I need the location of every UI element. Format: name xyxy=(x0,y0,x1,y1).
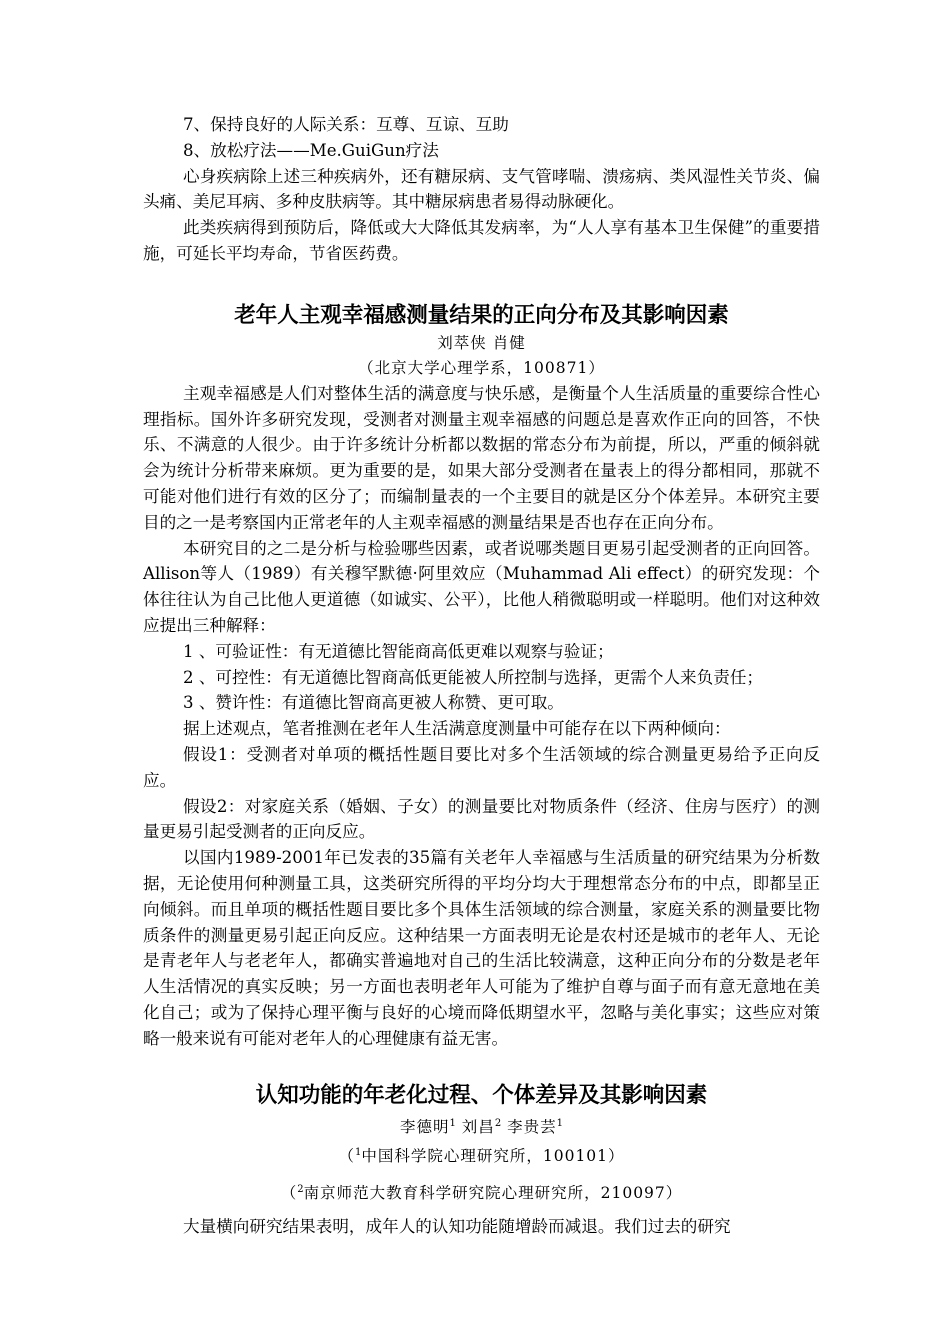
page xyxy=(143,112,820,1239)
affiliation-open: （ xyxy=(338,1146,355,1165)
author-name: 李德明 xyxy=(399,1117,450,1136)
paragraph: 主观幸福感是人们对整体生活的满意度与快乐感，是衡量个人生活质量的重要综合性心理指标。国外许多研究发现，受测者对测量主观幸福感的问题总是喜欢作正向的回答，不快乐、不满意的人很少。由于许多统计分析都以数据的常态分布为前提，所以，严重的倾斜就会为统计分析带来麻烦。更为重要的是，如果大部分受测者在量表上的得分都相同，那就不可能对他们进行有效的区分了；而编制量表的一个主要目的就是区分个体差异。本研究主要目的之一是考察国内正常老年的人主观幸福感的测量结果是否也存在正向分布。 xyxy=(143,383,820,532)
affiliation-open: （ xyxy=(280,1183,298,1202)
paragraph: 心身疾病除上述三种疾病外，还有糖尿病、支气管哮喘、溃疡病、类风湿性关节炎、偏头痛、美尼耳病、多种皮肤病等。其中糖尿病患者易得动脉硬化。 xyxy=(143,166,820,212)
hypothesis: 假设1：受测者对单项的概括性题目要比对多个生活领域的综合测量更易给予正向反应。 xyxy=(143,744,820,790)
affiliation-text: 南京师范大教育科学研究院心理研究所，210097） xyxy=(303,1183,683,1202)
list-item: 1 、可验证性：有无道德比智能商高低更难以观察与验证； xyxy=(183,641,614,661)
article-affiliation xyxy=(143,1177,820,1206)
affiliation-spacer xyxy=(143,1169,820,1177)
paragraph: 以国内1989-2001年已发表的35篇有关老年人幸福感与生活质量的研究结果为分析数据，无论使用何种测量工具，这类研究所得的平均分均大于理想常态分布的中点，即都呈正向倾斜。而且单项的概括性题目要比多个具体生活领域的综合测量，家庭关系的测量要比物质条件的测量更易引起正向反应。这种结果一方面表明无论是农村还是城市的老年人、无论是青老年人与老老年人，都确实普遍地对自己的生活比较满意，这种正向分布的分数是老年人生活情况的真实反映；另一方面也表明老年人可能为了维护自尊与面子而有意无意地在美化自己；或为了保持心理平衡与良好的心境而降低期望水平，忽略与美化事实；这些应对策略一般来说有可能对老年人的心理健康有益无害。 xyxy=(143,848,820,1048)
list-item: 2 、可控性：有无道德比智商高低更能被人所控制与选择，更需个人来负责任； xyxy=(183,667,764,687)
list-item: 3 、赞许性：有道德比智商高更被人称赞、更可取。 xyxy=(183,693,564,713)
article-title: 老年人主观幸福感测量结果的正向分布及其影响因素 xyxy=(234,302,729,328)
article-affiliation: （北京大学心理学系，100871） xyxy=(358,358,605,377)
article-authors xyxy=(143,1111,820,1140)
article-authors: 刘萃侠 肖健 xyxy=(437,333,526,352)
article-affiliation xyxy=(143,1140,820,1169)
paragraph: 此类疾病得到预防后，降低或大大降低其发病率，为“人人享有基本卫生保健”的重要措施，可延长平均寿命，节省医药费。 xyxy=(143,218,820,263)
affiliation-superscript: 1 xyxy=(354,1146,362,1158)
paragraph: 本研究目的之二是分析与检验哪些因素，或者说哪类题目更易引起受测者的正向回答。Allison等人（1989）有关穆罕默德·阿里效应（Muhammad Ali effect）的研究发现：个体往往认为自己比他人更道德（如诚实、公平），比他人稍微聪明或一样聪明。他们对这种效应提出三种解释： xyxy=(143,538,820,635)
author-superscript: 1 xyxy=(449,1117,456,1129)
section-spacer xyxy=(143,1052,820,1081)
author-name: 刘昌 xyxy=(461,1117,495,1136)
author-name: 李贵芸 xyxy=(507,1117,557,1136)
author-superscript: 1 xyxy=(556,1117,564,1129)
paragraph: 大量横向研究结果表明，成年人的认知功能随增龄而减退。我们过去的研究 xyxy=(183,1216,731,1236)
paragraph: 据上述观点，笔者推测在老年人生活满意度测量中可能存在以下两种倾向： xyxy=(183,719,731,739)
hypothesis: 假设2：对家庭关系（婚姻、子女）的测量要比对物质条件（经济、住房与医疗）的测量更易引起受测者的正向反应。 xyxy=(143,796,820,842)
author-superscript: 2 xyxy=(494,1117,502,1129)
affiliation-text: 中国科学院心理研究所，100101） xyxy=(361,1146,625,1165)
list-item-7: 7、保持良好的人际关系：互尊、互谅、互助 xyxy=(183,115,509,134)
list-item-8: 8、放松疗法——Me.GuiGun疗法 xyxy=(183,140,439,160)
affiliation-superscript: 2 xyxy=(297,1183,304,1195)
section-spacer xyxy=(143,267,820,301)
article-title: 认知功能的年老化过程、个体差异及其影响因素 xyxy=(255,1082,708,1108)
affiliation-spacer xyxy=(143,1206,820,1214)
